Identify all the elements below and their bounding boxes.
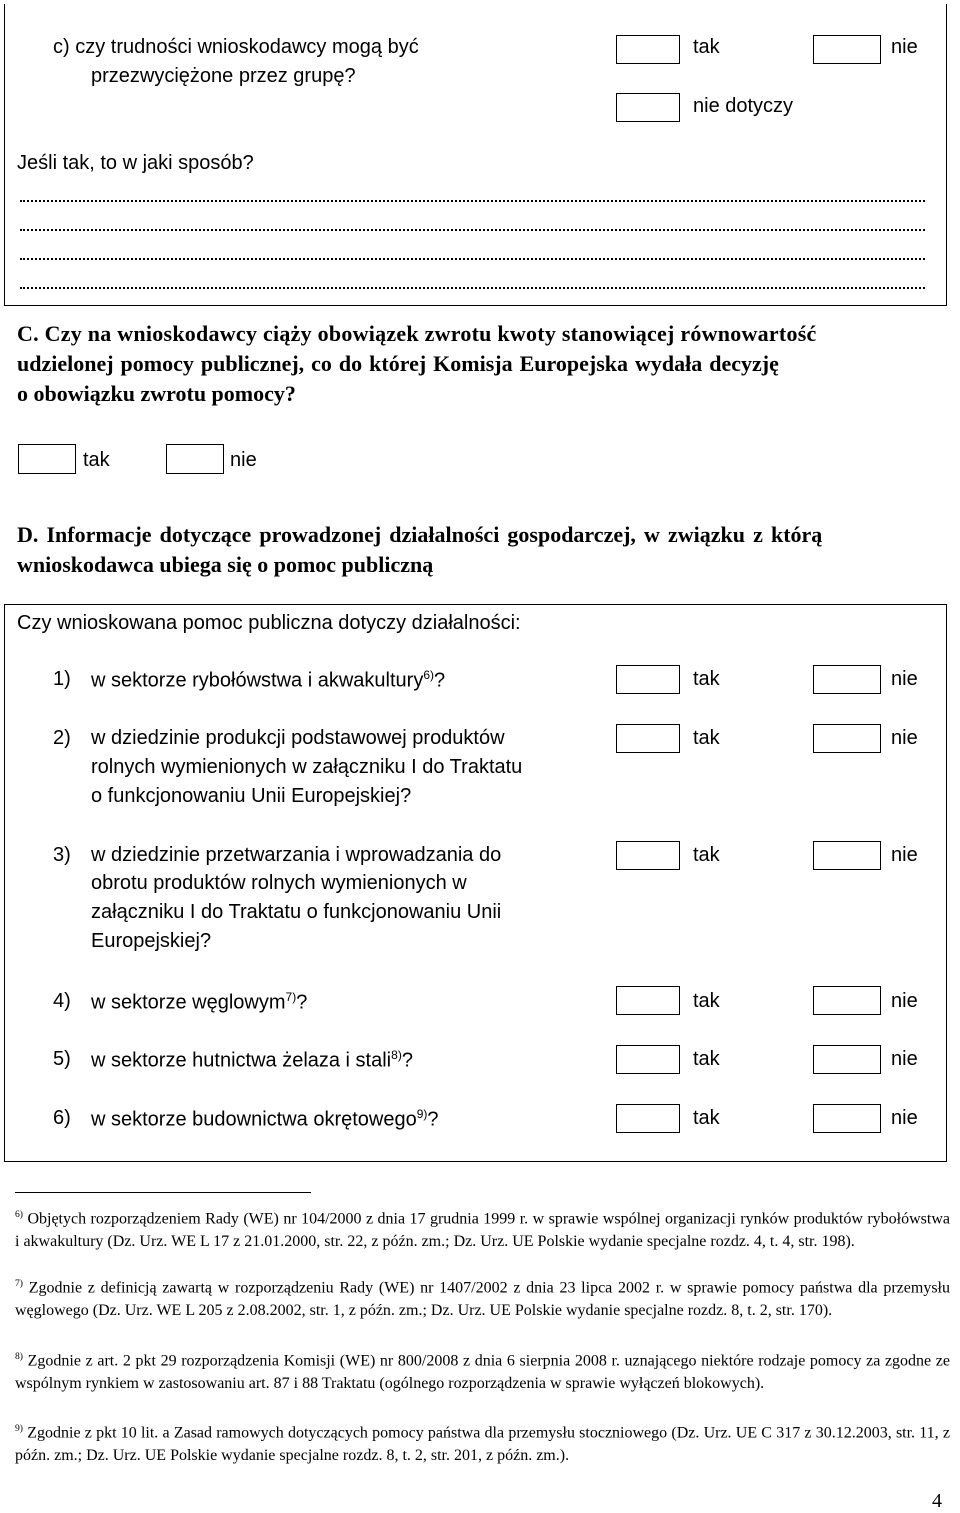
label-item-1-tak: tak xyxy=(693,668,720,690)
checkbox-item-4-tak[interactable] xyxy=(616,986,680,1015)
checkbox-section-c-nie[interactable] xyxy=(166,444,224,474)
section-c-title-line3: o obowiązku zwrotu pomocy? xyxy=(17,381,296,406)
item-2-line1: w dziedzinie produkcji podstawowej produktów xyxy=(91,727,505,749)
item-2-number: 2) xyxy=(53,727,71,749)
answer-line-3[interactable] xyxy=(20,258,925,260)
label-item-1-nie: nie xyxy=(891,668,918,690)
footnote-7: $^{7)}$ Zgodnie z definicją zawartą w rozporządzeniu Rady (WE) nr 1407/2002 z dnia 23 lipca 2002 r. w sprawie pomocy państwa dla przemysłu węglowego (Dz. Urz. WE L 205 z 2.08.2002, str. 1, z późn. zm.; Dz. Urz. UE Polskie wydanie specjalne rozdz. 8, t. 2, str. 170). xyxy=(15,1278,951,1320)
item-5-footnote-ref: 8) xyxy=(391,1048,402,1062)
footnote-separator xyxy=(15,1192,311,1193)
checkbox-item-1-tak[interactable] xyxy=(616,665,680,694)
item-5-number: 5) xyxy=(53,1048,71,1070)
checkbox-item-6-tak[interactable] xyxy=(616,1104,680,1133)
checkbox-item-5-tak[interactable] xyxy=(616,1045,680,1074)
checkbox-item-3-nie[interactable] xyxy=(813,841,881,870)
label-section-c-tak: tak xyxy=(83,449,110,471)
label-c-tak: tak xyxy=(693,36,720,58)
item-3-line4: Europejskiej? xyxy=(91,930,212,952)
checkbox-c-nie-dotyczy[interactable] xyxy=(616,93,680,122)
label-c-nie-dotyczy: nie dotyczy xyxy=(693,95,794,117)
checkbox-item-5-nie[interactable] xyxy=(813,1045,881,1074)
footnote-9-mark: 9) xyxy=(15,1423,23,1434)
question-c-line2: przezwyciężone przez grupę? xyxy=(91,65,356,87)
section-d-title-line2: wnioskodawca ubiega się o pomoc publiczną xyxy=(17,552,434,577)
footnote-8-mark: 8) xyxy=(15,1351,23,1362)
label-item-2-nie: nie xyxy=(891,727,918,749)
follow-up-question: Jeśli tak, to w jaki sposób? xyxy=(17,152,254,174)
item-6-footnote-ref: 9) xyxy=(416,1107,428,1121)
item-6-number: 6) xyxy=(53,1107,71,1129)
label-item-4-nie: nie xyxy=(891,990,918,1012)
checkbox-item-6-nie[interactable] xyxy=(813,1104,881,1133)
item-2-line2: rolnych wymienionych w załączniku I do Traktatu xyxy=(91,756,523,778)
item-6-text: w sektorze budownictwa okrętowego$^{9)}$? xyxy=(91,1107,439,1131)
answer-line-2[interactable] xyxy=(20,229,925,231)
label-item-6-nie: nie xyxy=(891,1107,918,1129)
footnote-7-mark: 7) xyxy=(15,1278,23,1289)
label-section-c-nie: nie xyxy=(230,449,257,471)
item-3-line3: załączniku I do Traktatu o funkcjonowaniu Unii xyxy=(91,901,502,923)
page-number: 4 xyxy=(932,1490,942,1512)
footnote-6-mark: 6) xyxy=(15,1209,23,1220)
item-3-line2: obrotu produktów rolnych wymienionych w xyxy=(91,872,467,894)
question-c-line1: c) czy trudności wnioskodawcy mogą być xyxy=(53,36,419,58)
label-item-3-tak: tak xyxy=(693,844,720,866)
item-2-line3: o funkcjonowaniu Unii Europejskiej? xyxy=(91,785,412,807)
item-1-text: w sektorze rybołówstwa i akwakultury$^{6)}$? xyxy=(91,668,446,692)
answer-line-1[interactable] xyxy=(20,200,925,202)
label-item-3-nie: nie xyxy=(891,844,918,866)
checkbox-c-nie[interactable] xyxy=(813,35,881,64)
label-item-5-nie: nie xyxy=(891,1048,918,1070)
item-4-text: w sektorze węglowym$^{7)}$? xyxy=(91,990,308,1014)
answer-line-4[interactable] xyxy=(20,287,925,289)
checkbox-c-tak[interactable] xyxy=(616,35,680,64)
item-5-text: w sektorze hutnictwa żelaza i stali$^{8)}$? xyxy=(91,1048,413,1072)
label-item-6-tak: tak xyxy=(693,1107,720,1129)
label-item-5-tak: tak xyxy=(693,1048,720,1070)
item-1-footnote-ref: 6) xyxy=(423,668,435,682)
checkbox-item-2-tak[interactable] xyxy=(616,724,680,753)
checkbox-item-3-tak[interactable] xyxy=(616,841,680,870)
label-c-nie: nie xyxy=(891,36,918,58)
section-c-title-line1: C. Czy na wnioskodawcy ciąży obowiązek zwrotu kwoty stanowiącej równowartość xyxy=(17,321,817,346)
footnote-9: $^{9)}$ Zgodnie z pkt 10 lit. a Zasad ramowych dotyczących pomocy państwa dla przemysłu stoczniowego (Dz. Urz. UE C 317 z 30.12.2003, str. 11, z późn. zm.; Dz. Urz. UE Polskie wydanie specjalne rozdz. 8, t. 2, str. 201, z późn. zm.). xyxy=(15,1423,950,1465)
item-4-footnote-ref: 7) xyxy=(285,990,297,1004)
checkbox-item-2-nie[interactable] xyxy=(813,724,881,753)
section-d-intro: Czy wnioskowana pomoc publiczna dotyczy działalności: xyxy=(17,612,521,634)
section-c-title-line2: udzielonej pomocy publicznej, co do której Komisja Europejska wydała decyzję xyxy=(17,351,779,376)
item-3-line1: w dziedzinie przetwarzania i wprowadzania do xyxy=(91,844,502,866)
checkbox-item-1-nie[interactable] xyxy=(813,665,881,694)
label-item-4-tak: tak xyxy=(693,990,720,1012)
checkbox-item-4-nie[interactable] xyxy=(813,986,881,1015)
footnote-8: $^{8)}$ Zgodnie z art. 2 pkt 29 rozporządzenia Komisji (WE) nr 800/2008 z dnia 6 sierpnia 2008 r. uznającego niektóre rodzaje pomocy za zgodne ze wspólnym rynkiem w zastosowaniu art. 87 i 88 Traktatu (ogólnego rozporządzenia w sprawie wyłączeń blokowych). xyxy=(15,1351,951,1393)
checkbox-section-c-tak[interactable] xyxy=(18,444,76,474)
item-4-number: 4) xyxy=(53,990,71,1012)
item-1-number: 1) xyxy=(53,668,71,690)
footnote-6: $^{6)}$ Objętych rozporządzeniem Rady (WE) nr 104/2000 z dnia 17 grudnia 1999 r. w sprawie wspólnej organizacji rynków produktów rybołówstwa i akwakultury (Dz. Urz. WE L 17 z 21.01.2000, str. 22, z późn. zm.; Dz. Urz. UE Polskie wydanie specjalne rozdz. 4, t. 4, str. 198). xyxy=(15,1209,951,1251)
section-d-title-line1: D. Informacje dotyczące prowadzonej działalności gospodarczej, w związku z którą xyxy=(17,522,823,547)
label-item-2-tak: tak xyxy=(693,727,720,749)
item-3-number: 3) xyxy=(53,844,71,866)
